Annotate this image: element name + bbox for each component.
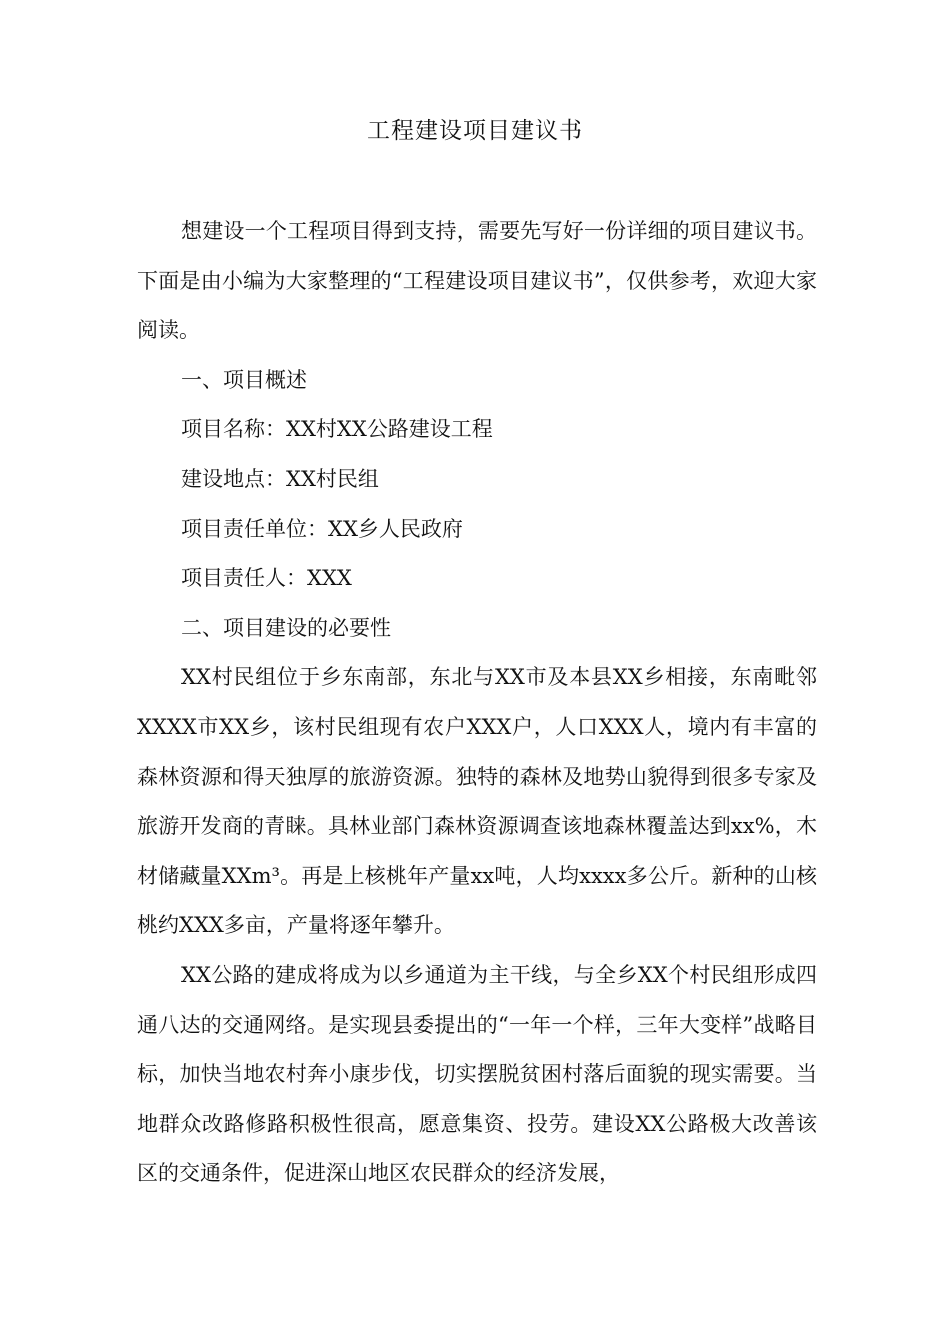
section-heading-overview: 一、项目概述: [181, 367, 307, 392]
intro-paragraph: 想建设一个工程项目得到支持，需要先写好一份详细的项目建议书。下面是由小编为大家整理的“工程建设项目建议书”，仅供参考，欢迎大家阅读。: [137, 219, 817, 343]
document-title: 工程建设项目建议书: [367, 118, 583, 144]
section-heading-necessity: 二、项目建设的必要性: [181, 615, 391, 640]
necessity-paragraph-2: XX公路的建成将成为以乡通道为主干线，与全乡XX个村民组形成四通八达的交通网络。是实现县委提出的“一年一个样，三年大变样”战略目标，加快当地农村奔小康步伐，切实摆脱贫困村落后面貌的现实需要。当地群众改路修路积极性很高，愿意集资、投劳。建设XX公路极大改善该区的交通条件，促进深山地区农民群众的经济发展，: [137, 962, 817, 1186]
responsible-person-line: 项目责任人：XXX: [181, 566, 352, 591]
document-body: [137, 207, 817, 1199]
construction-site-line: 建设地点：XX村民组: [181, 466, 379, 491]
responsible-unit-line: 项目责任单位：XX乡人民政府: [181, 516, 463, 541]
project-name-line: 项目名称：XX村XX公路建设工程: [181, 417, 493, 442]
necessity-paragraph-1: XX村民组位于乡东南部，东北与XX市及本县XX乡相接，东南毗邻XXXX市XX乡，该村民组现有农户XXX户，人口XXX人，境内有丰富的森林资源和得天独厚的旅游资源。独特的森林及地势山貌得到很多专家及旅游开发商的青睐。具林业部门森林资源调查该地森林覆盖达到xx%，木材储藏量XXm³。再是上核桃年产量xx吨，人均xxxx多公斤。新种的山核桃约XXX多亩，产量将逐年攀升。: [137, 665, 817, 938]
